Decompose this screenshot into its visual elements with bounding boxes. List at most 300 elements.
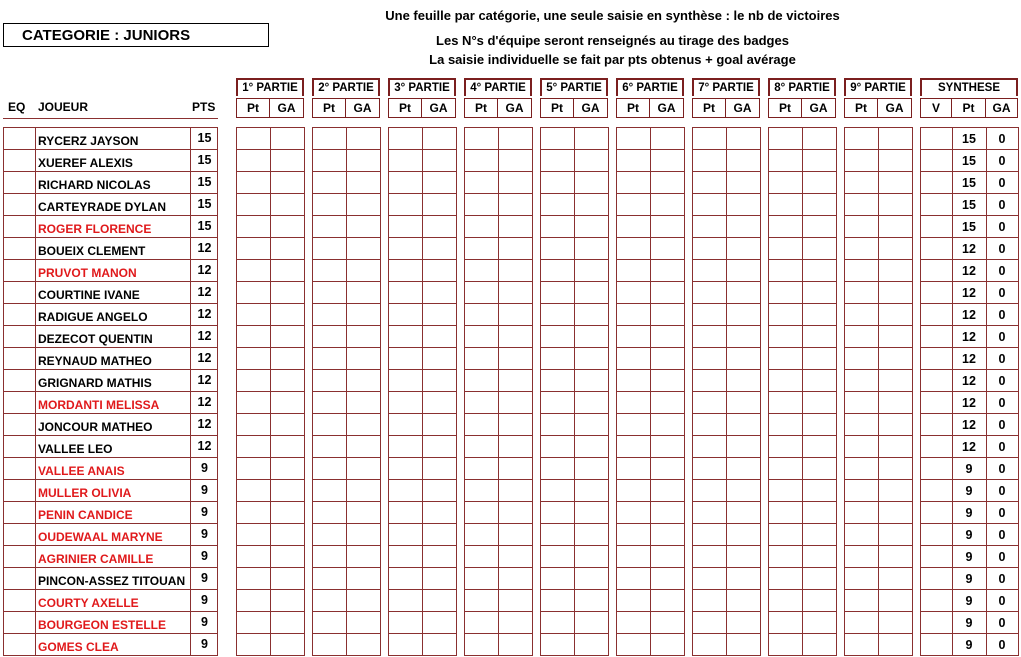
row-divider-synthese (920, 391, 1018, 392)
row-divider (540, 435, 608, 436)
synthese-pt: 9 (965, 462, 973, 476)
row-divider (768, 325, 836, 326)
row-divider (388, 237, 456, 238)
row-divider (768, 545, 836, 546)
row-divider (236, 655, 304, 656)
row-divider (844, 193, 912, 194)
synthese-pt: 12 (962, 308, 976, 322)
row-divider (692, 325, 760, 326)
row-divider (236, 545, 304, 546)
row-divider (844, 457, 912, 458)
partie-header: 1° PARTIE (236, 78, 304, 96)
column-divider (456, 127, 457, 656)
row-divider (844, 655, 912, 656)
row-divider (236, 567, 304, 568)
row-divider (616, 413, 684, 414)
row-divider (692, 171, 760, 172)
row-divider (692, 655, 760, 656)
synthese-pt: 12 (962, 440, 976, 454)
row-divider (844, 347, 912, 348)
synthese-ga: 0 (998, 132, 1006, 146)
row-divider (236, 127, 304, 128)
row-divider (844, 567, 912, 568)
row-divider (464, 391, 532, 392)
column-divider (608, 127, 609, 656)
row-divider (388, 325, 456, 326)
row-divider (540, 237, 608, 238)
synthese-ga: 0 (998, 506, 1006, 520)
row-divider (540, 589, 608, 590)
row-divider (236, 193, 304, 194)
row-divider (388, 567, 456, 568)
category-label: CATEGORIE : JUNIORS (3, 23, 269, 47)
synthese-ga: 0 (998, 264, 1006, 278)
row-divider (616, 259, 684, 260)
row-divider-synthese (920, 303, 1018, 304)
row-divider (464, 237, 532, 238)
row-divider (388, 303, 456, 304)
row-divider (616, 237, 684, 238)
row-divider (616, 149, 684, 150)
row-divider (388, 391, 456, 392)
row-divider (692, 215, 760, 216)
player-name: PENIN CANDICE (38, 508, 133, 522)
row-divider (616, 325, 684, 326)
row-divider (616, 589, 684, 590)
row-divider (464, 171, 532, 172)
player-pts: 9 (201, 615, 208, 629)
row-divider (312, 171, 380, 172)
row-divider (312, 589, 380, 590)
row-divider (312, 325, 380, 326)
row-divider (464, 545, 532, 546)
row-divider (388, 435, 456, 436)
row-divider (388, 193, 456, 194)
note-line-1: Une feuille par catégorie, une seule saisie en synthèse : le nb de victoires (385, 8, 840, 23)
row-divider (768, 655, 836, 656)
row-divider (540, 347, 608, 348)
player-name: ROGER FLORENCE (38, 222, 152, 236)
row-divider (388, 501, 456, 502)
row-divider-synthese (920, 171, 1018, 172)
synthese-pt: 15 (962, 198, 976, 212)
synthese-pt: 12 (962, 242, 976, 256)
row-divider-synthese (920, 611, 1018, 612)
row-divider (312, 479, 380, 480)
header-pts: PTS (192, 100, 216, 114)
row-divider (388, 523, 456, 524)
row-divider-synthese (920, 523, 1018, 524)
player-name: JONCOUR MATHEO (38, 420, 153, 434)
row-divider (312, 215, 380, 216)
synthese-pt: 12 (962, 330, 976, 344)
row-divider (388, 281, 456, 282)
row-divider (540, 259, 608, 260)
row-divider (616, 193, 684, 194)
row-divider (236, 611, 304, 612)
row-divider (388, 611, 456, 612)
row-divider (844, 149, 912, 150)
player-name: MORDANTI MELISSA (38, 398, 160, 412)
row-divider (312, 633, 380, 634)
row-divider (844, 589, 912, 590)
synthese-pt: 9 (965, 616, 973, 630)
partie-header: 8° PARTIE (768, 78, 836, 96)
synthese-ga: 0 (998, 616, 1006, 630)
row-divider (540, 633, 608, 634)
synthese-ga: 0 (998, 286, 1006, 300)
player-pts: 12 (197, 263, 212, 277)
player-pts: 12 (197, 307, 212, 321)
row-divider-synthese (920, 567, 1018, 568)
player-name: BOURGEON ESTELLE (38, 618, 167, 632)
column-divider (532, 127, 533, 656)
row-divider (616, 303, 684, 304)
row-divider (692, 127, 760, 128)
row-divider-synthese (920, 127, 1018, 128)
row-divider (768, 633, 836, 634)
column-divider-synthese (1018, 127, 1019, 656)
player-pts: 9 (201, 549, 208, 563)
ga-subheader: GA (650, 98, 684, 118)
synthese-pt: 12 (962, 264, 976, 278)
partie-header: 7° PARTIE (692, 78, 760, 96)
row-divider (236, 479, 304, 480)
partie-header: 4° PARTIE (464, 78, 532, 96)
row-divider (768, 479, 836, 480)
row-divider (768, 501, 836, 502)
row-divider-synthese (920, 655, 1018, 656)
row-divider (388, 347, 456, 348)
row-divider (540, 501, 608, 502)
row-divider (844, 611, 912, 612)
player-name: VALLEE ANAIS (38, 464, 125, 478)
row-divider (768, 523, 836, 524)
synthese-ga: 0 (998, 242, 1006, 256)
row-divider (692, 633, 760, 634)
row-divider (692, 501, 760, 502)
row-divider (692, 611, 760, 612)
player-name: RYCERZ JAYSON (38, 134, 139, 148)
row-divider (692, 457, 760, 458)
row-divider (312, 611, 380, 612)
row-divider (236, 215, 304, 216)
row-divider (692, 589, 760, 590)
row-divider (692, 369, 760, 370)
pt-subheader: Pt (464, 98, 498, 118)
row-divider (540, 413, 608, 414)
row-divider (768, 391, 836, 392)
row-divider (616, 567, 684, 568)
row-divider (312, 303, 380, 304)
row-divider (616, 215, 684, 216)
row-divider (464, 501, 532, 502)
row-divider (616, 435, 684, 436)
player-pts: 9 (201, 637, 208, 651)
synthese-pt: 12 (962, 418, 976, 432)
ga-subheader: GA (726, 98, 760, 118)
synthese-ga: 0 (998, 396, 1006, 410)
row-divider (692, 347, 760, 348)
row-divider (540, 391, 608, 392)
row-divider (464, 347, 532, 348)
player-name: RADIGUE ANGELO (38, 310, 148, 324)
synthese-pt: 9 (965, 638, 973, 652)
synthese-ga: 0 (998, 198, 1006, 212)
row-divider (692, 303, 760, 304)
synthese-ga: 0 (998, 594, 1006, 608)
synthese-pt: 15 (962, 176, 976, 190)
row-divider (768, 611, 836, 612)
row-divider (388, 479, 456, 480)
row-divider (312, 127, 380, 128)
ga-subheader: GA (270, 98, 304, 118)
row-divider-synthese (920, 281, 1018, 282)
row-divider (388, 149, 456, 150)
row-divider (236, 281, 304, 282)
row-divider (616, 457, 684, 458)
row-divider-synthese (920, 347, 1018, 348)
row-divider (692, 479, 760, 480)
synthese-ga: 0 (998, 638, 1006, 652)
player-name: PINCON-ASSEZ TITOUAN (38, 574, 186, 588)
player-pts: 9 (201, 571, 208, 585)
note-line-3: La saisie individuelle se fait par pts obtenus + goal avérage (429, 52, 796, 67)
column-divider (912, 127, 913, 656)
row-divider (768, 171, 836, 172)
row-divider (540, 611, 608, 612)
row-divider (464, 259, 532, 260)
synthese-pt: 9 (965, 528, 973, 542)
note-line-2: Les N°s d'équipe seront renseignés au tirage des badges (436, 33, 789, 48)
player-name: GOMES CLEA (38, 640, 119, 654)
row-divider (616, 369, 684, 370)
row-divider (768, 193, 836, 194)
row-divider (844, 281, 912, 282)
row-divider (236, 633, 304, 634)
row-divider (312, 523, 380, 524)
pt-subheader: Pt (540, 98, 574, 118)
row-divider (768, 347, 836, 348)
player-name: GRIGNARD MATHIS (38, 376, 152, 390)
row-divider (540, 545, 608, 546)
row-divider (540, 281, 608, 282)
row-divider-synthese (920, 325, 1018, 326)
row-divider (236, 413, 304, 414)
row-divider (388, 259, 456, 260)
synthese-ga: 0 (998, 220, 1006, 234)
row-divider (312, 369, 380, 370)
row-divider-synthese (920, 435, 1018, 436)
row-divider (236, 149, 304, 150)
row-divider (236, 171, 304, 172)
player-pts: 15 (197, 153, 212, 167)
player-pts: 12 (197, 351, 212, 365)
row-divider (236, 589, 304, 590)
column-divider (760, 127, 761, 656)
synthese-pt: 15 (962, 154, 976, 168)
player-name: OUDEWAAL MARYNE (38, 530, 163, 544)
row-divider (388, 127, 456, 128)
synthese-ga: 0 (998, 462, 1006, 476)
row-divider (692, 567, 760, 568)
synthese-ga: 0 (998, 352, 1006, 366)
row-divider (692, 193, 760, 194)
row-divider (464, 611, 532, 612)
row-divider (464, 303, 532, 304)
row-divider (464, 413, 532, 414)
row-divider (464, 369, 532, 370)
row-divider (312, 259, 380, 260)
player-name: AGRINIER CAMILLE (38, 552, 154, 566)
player-pts: 12 (197, 285, 212, 299)
row-divider (616, 611, 684, 612)
row-divider-synthese (920, 369, 1018, 370)
row-divider (312, 391, 380, 392)
v-subheader: V (920, 98, 952, 118)
row-divider (236, 435, 304, 436)
row-divider (616, 347, 684, 348)
row-divider (692, 237, 760, 238)
synthese-pt: 12 (962, 396, 976, 410)
row-divider (692, 149, 760, 150)
row-divider (768, 149, 836, 150)
ga-subheader: GA (498, 98, 532, 118)
row-divider (312, 413, 380, 414)
row-divider (768, 369, 836, 370)
row-divider (312, 655, 380, 656)
row-divider (692, 281, 760, 282)
player-name: REYNAUD MATHEO (38, 354, 152, 368)
row-divider (236, 237, 304, 238)
player-pts: 12 (197, 439, 212, 453)
row-divider (464, 127, 532, 128)
header-joueur: JOUEUR (38, 100, 89, 114)
row-divider (616, 171, 684, 172)
player-pts: 12 (197, 373, 212, 387)
row-divider (236, 369, 304, 370)
player-pts: 9 (201, 461, 208, 475)
row-divider (464, 633, 532, 634)
row-divider (616, 127, 684, 128)
row-divider (464, 149, 532, 150)
row-divider (540, 127, 608, 128)
synthese-ga: 0 (998, 550, 1006, 564)
row-divider (312, 281, 380, 282)
row-divider (464, 215, 532, 216)
row-divider-synthese (920, 193, 1018, 194)
header-divider (3, 118, 218, 119)
pt-subheader: Pt (236, 98, 270, 118)
player-pts: 15 (197, 197, 212, 211)
row-divider (768, 567, 836, 568)
player-pts: 9 (201, 483, 208, 497)
player-pts: 15 (197, 175, 212, 189)
synthese-pt: 12 (962, 286, 976, 300)
synthese-pt: 9 (965, 550, 973, 564)
row-divider (768, 589, 836, 590)
row-divider (388, 457, 456, 458)
synthese-pt: 15 (962, 220, 976, 234)
synthese-ga: 0 (998, 330, 1006, 344)
row-divider (768, 457, 836, 458)
synthese-pt: 9 (965, 594, 973, 608)
partie-header: 2° PARTIE (312, 78, 380, 96)
pt-subheader: Pt (844, 98, 878, 118)
row-divider (692, 413, 760, 414)
row-divider (540, 457, 608, 458)
column-divider (836, 127, 837, 656)
row-divider-synthese (920, 259, 1018, 260)
row-divider (540, 655, 608, 656)
row-divider (540, 303, 608, 304)
row-divider-synthese (920, 237, 1018, 238)
column-divider-left (3, 127, 4, 656)
row-divider (768, 413, 836, 414)
synthese-ga: 0 (998, 154, 1006, 168)
row-divider (844, 127, 912, 128)
syn-pt-subheader: Pt (952, 98, 986, 118)
row-divider (844, 325, 912, 326)
synthese-pt: 12 (962, 374, 976, 388)
row-divider (844, 413, 912, 414)
player-pts: 12 (197, 417, 212, 431)
row-divider (844, 303, 912, 304)
synthese-ga: 0 (998, 374, 1006, 388)
column-divider-left (190, 127, 191, 656)
row-divider (844, 633, 912, 634)
row-divider (540, 149, 608, 150)
player-pts: 15 (197, 219, 212, 233)
row-divider-synthese (920, 457, 1018, 458)
row-divider (236, 391, 304, 392)
partie-header: 5° PARTIE (540, 78, 608, 96)
player-pts: 9 (201, 527, 208, 541)
row-divider (236, 303, 304, 304)
row-divider-synthese (920, 501, 1018, 502)
row-divider (464, 567, 532, 568)
player-name: MULLER OLIVIA (38, 486, 132, 500)
row-divider (540, 325, 608, 326)
synthese-ga: 0 (998, 528, 1006, 542)
pt-subheader: Pt (388, 98, 422, 118)
row-divider (464, 325, 532, 326)
column-divider-left (35, 127, 36, 656)
row-divider (844, 545, 912, 546)
row-divider (616, 281, 684, 282)
player-name: VALLEE LEO (38, 442, 113, 456)
synthese-ga: 0 (998, 418, 1006, 432)
row-divider (844, 391, 912, 392)
row-divider (236, 501, 304, 502)
row-divider (312, 347, 380, 348)
row-divider (616, 501, 684, 502)
row-divider (236, 259, 304, 260)
partie-header: 6° PARTIE (616, 78, 684, 96)
row-divider (464, 589, 532, 590)
row-divider (692, 391, 760, 392)
row-divider (388, 369, 456, 370)
header-eq: EQ (8, 100, 26, 114)
player-pts: 12 (197, 241, 212, 255)
row-divider (464, 435, 532, 436)
row-divider (844, 237, 912, 238)
player-name: DEZECOT QUENTIN (38, 332, 153, 346)
row-divider (236, 523, 304, 524)
row-divider (312, 435, 380, 436)
row-divider (692, 523, 760, 524)
row-divider (768, 435, 836, 436)
